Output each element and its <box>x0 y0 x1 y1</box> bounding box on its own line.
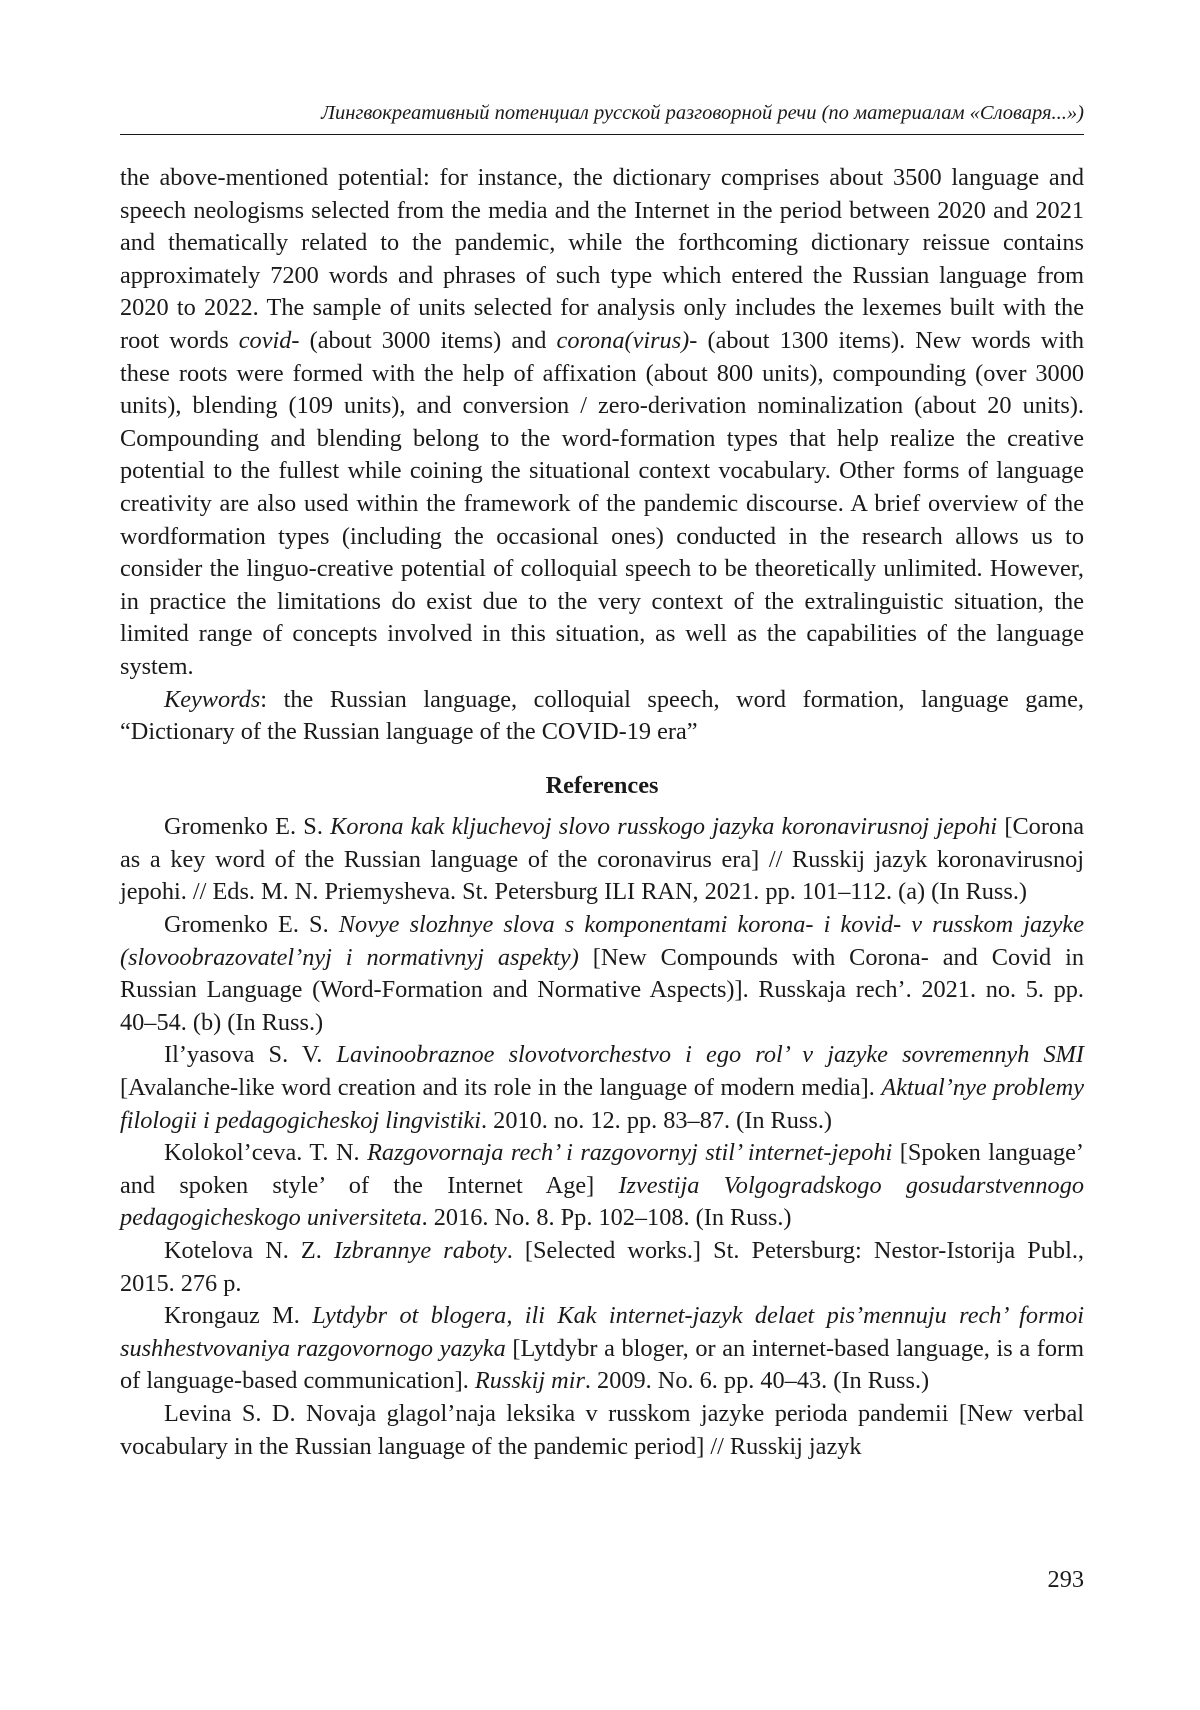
ref-title: Izbrannye raboty <box>333 1237 507 1264</box>
reference-item <box>120 1398 1084 1463</box>
ref-title: Novye slozhnye slova s komponentami korona- i kovid- v russkom jazyke (slovoobrazovatel’nyj i normativnyj aspekty) <box>120 911 1084 971</box>
reference-item <box>120 1300 1084 1398</box>
references-heading: References <box>545 771 659 799</box>
abstract-text: the above-mentioned potential: for instance, the dictionary comprises about 3500 language and speech neologisms selected from the media and the Internet in the period between 2020 and 2021 and thematically related to the pandemic, while the forthcoming dictionary reissue contains approximately 7200 words and phrases of such type which entered the Russian language from 2020 to 2022. The sample of units selected for analysis only includes the lexemes built with the root words <box>120 164 1084 354</box>
ref-title: Lytdybr ot blogera, ili Kak internet-jazyk delaet pis’mennuju rech’ formoi sushhestvovaniya razgovornogo yazyka <box>120 1302 1084 1362</box>
ref-author: Kotelova N. Z. <box>164 1237 334 1264</box>
ref-title: Korona kak kljuchevoj slovo russkogo jazyka koronavirusnoj jepohi <box>330 813 998 841</box>
root-word-covid: covid- <box>238 326 300 354</box>
reference-item <box>120 1039 1084 1137</box>
root-word-corona: corona(virus)- <box>556 326 698 354</box>
reference-item <box>120 909 1084 1039</box>
ref-text: Levina S. D. Novaja glagol’naja leksika v russkom jazyke perioda pandemii [New verbal vocabulary in the Russian language of the pandemic period] // Russkij jazyk <box>120 1399 1084 1460</box>
header-divider <box>120 134 1084 135</box>
ref-details: . [Selected works.] St. Petersburg: Nestor-Istorija Publ., 2015. 276 p. <box>120 1237 1084 1297</box>
ref-details: [Corona as a key word of the Russian language of the coronavirus era] // Russkij jazyk koronavirusnoj jepohi. // Eds. M. N. Priemysheva. St. Petersburg ILI RAN, 2021. pp. 101–112. (a) (In Russ.) <box>120 813 1084 906</box>
ref-details: . 2016. No. 8. Pp. 102–108. (In Russ.) <box>421 1204 792 1232</box>
ref-details: . 2010. no. 12. pp. 83–87. (In Russ.) <box>481 1106 832 1134</box>
ref-journal: Aktual’nye problemy filologii i pedagogicheskoj lingvistiki <box>120 1074 1085 1134</box>
reference-item <box>120 1137 1084 1235</box>
ref-details: . 2009. No. 6. pp. 40–43. (In Russ.) <box>584 1367 930 1395</box>
keywords-label: Keywords <box>164 685 261 713</box>
ref-translation: [Spoken language’ and spoken style’ of the Internet Age] <box>120 1139 1085 1199</box>
ref-journal: Izvestija Volgogradskogo gosudarstvennogo pedagogicheskogo universiteta <box>120 1171 1084 1232</box>
page-body <box>120 162 1084 1463</box>
ref-details: [New Compounds with Corona- and Covid in Russian Language (Word-Formation and Normative Aspects)]. Russkaja rech’. 2021. no. 5. pp. 40–54. (b) (In Russ.) <box>120 943 1084 1036</box>
ref-translation: [Avalanche-like word creation and its role in the language of modern media]. <box>120 1074 882 1102</box>
ref-title: Lavinoobraznoe slovotvorchestvo i ego rol’ v jazyke sovremennyh SMI <box>336 1041 1085 1069</box>
ref-author: Il’yasova S. V. <box>164 1041 337 1069</box>
running-header: Лингвокреативный потенциал русской разговорной речи (по материалам «Словаря...») <box>321 102 1084 124</box>
ref-title: Razgovornaja rech’ i razgovornyj stil’ internet-jepohi <box>367 1139 893 1167</box>
page-number: 293 <box>1047 1566 1084 1593</box>
abstract-text-2: (about 3000 items) and <box>299 326 557 354</box>
ref-journal: Russkij mir <box>474 1367 585 1395</box>
abstract-paragraph <box>120 162 1084 684</box>
reference-item <box>120 1235 1084 1300</box>
reference-item <box>120 811 1084 909</box>
ref-author: Krongauz M. <box>164 1302 313 1330</box>
keywords-text: : the Russian language, colloquial speech, word formation, language game, “Dictionary of the Russian language of the COVID-19 era” <box>120 685 1084 746</box>
ref-author: Kolokol’ceva. T. N. <box>164 1139 368 1167</box>
abstract-text-3: (about 1300 items). New words with these roots were formed with the help of affixation (about 800 units), compounding (over 3000 units), blending (109 units), and conversion / zero-derivation nominalization (about 20 units). Compounding and blending belong to the word-formation types that help realize the creative potential to the fullest while coining the situational context vocabulary. Other forms of language creativity are also used within the framework of the pandemic discourse. A brief overview of the wordformation types (including the occasional ones) conducted in the research allows us to consider the linguo-creative potential of colloquial speech to be theoretically unlimited. However, in practice the limitations do exist due to the very context of the extralinguistic situation, the limited range of concepts involved in this situation, as well as the capabilities of the language system. <box>120 326 1084 680</box>
ref-author: Gromenko E. S. <box>164 813 331 841</box>
ref-author: Gromenko E. S. <box>164 911 339 939</box>
keywords-paragraph <box>120 684 1084 749</box>
ref-translation: [Lytdybr a bloger, or an internet-based language, is a form of language-based communication]. <box>120 1334 1084 1395</box>
